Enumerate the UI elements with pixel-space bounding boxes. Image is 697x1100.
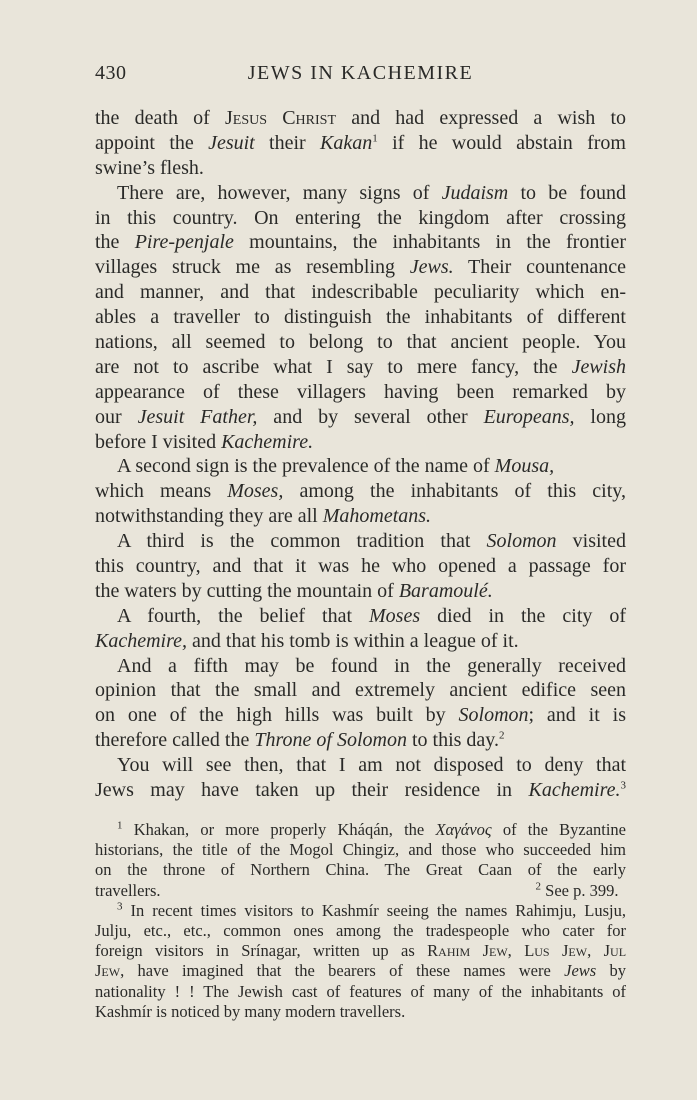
text-line: villages struck me as resembling Jews. Their countenance	[95, 256, 627, 279]
footnotes	[95, 820, 626, 1022]
text-line: appoint the Jesuit their Kakan$^1$ if he would abstain from	[95, 131, 626, 154]
paragraph-start: There are, however, many signs of Judaism to be found	[117, 181, 626, 204]
text-line: the Pire-penjale mountains, the inhabitants in the frontier	[95, 231, 626, 254]
footnote-line: historians, the title of the Mogol Chingiz, and those who succeeded him	[95, 840, 626, 860]
text-line: the waters by cutting the mountain of Baramoulé.	[95, 579, 493, 602]
text-line: and manner, and that indescribable peculiarity which en-	[95, 281, 626, 304]
paragraph-start: A third is the common tradition that Solomon visited	[117, 530, 626, 553]
footnote-line: nationality ! ! The Jewish cast of features of many of the inhabitants of	[95, 981, 626, 1001]
body-text	[95, 106, 626, 803]
text-line: Kachemire, and that his tomb is within a league of it.	[95, 629, 519, 652]
text-line: this country, and that it was he who opened a passage for	[95, 555, 626, 578]
footnote-line: on the throne of Northern China. The Great Caan of the early	[95, 860, 626, 880]
footnote-line: $^1$ Khakan, or more properly Kháqán, the Χαγάνος of the Byzantine	[117, 819, 627, 839]
text-line: ables a traveller to distinguish the inhabitants of different	[95, 306, 626, 329]
footnote-ref: 1	[372, 132, 378, 145]
paragraph-start: You will see then, that I am not disposed to deny that	[117, 754, 626, 777]
page-number: 430	[95, 62, 127, 84]
footnote-line: $^3$ In recent times visitors to Kashmír seeing the names Rahimju, Lusju,	[117, 900, 626, 920]
text-line: which means Moses, among the inhabitants of this city,	[95, 480, 626, 503]
text-line: opinion that the small and extremely ancient edifice seen	[95, 679, 626, 702]
text-line: therefore called the Throne of Solomon to this day.$^2$	[95, 729, 505, 752]
text-line: appearance of these villagers having been remarked by	[95, 380, 626, 403]
text-line: are not to ascribe what I say to mere fancy, the Jewish	[95, 355, 626, 378]
text-line: on one of the high hills was built by Solomon; and it is	[95, 704, 626, 727]
paragraph-start: And a fifth may be found in the generally received	[117, 654, 626, 677]
paragraph-start: A fourth, the belief that Moses died in the city of	[117, 604, 627, 627]
text-line: Jews may have taken up their residence in Kachemire.$^3$	[95, 779, 626, 802]
footnote-ref: 2	[499, 729, 505, 742]
footnote-line: Jew, have imagined that the bearers of these names were Jews by	[95, 961, 627, 981]
footnote-line: travellers. $^2$ See p. 399.	[95, 880, 619, 900]
text-line: before I visited Kachemire.	[95, 430, 314, 453]
running-title: JEWS IN KACHEMIRE	[247, 62, 474, 84]
text-line: in this country. On entering the kingdom after crossing	[95, 206, 626, 229]
text-line: our Jesuit Father, and by several other Europeans, long	[95, 405, 626, 428]
footnote-line: foreign visitors in Srínagar, written up as Rahim Jew, Lus Jew, Jul	[95, 941, 627, 961]
text-line: nations, all seemed to belong to that ancient people. You	[95, 331, 626, 354]
footnote-line: Julju, etc., etc., common ones among the tradespeople who cater for	[95, 920, 626, 940]
text-line: swine’s flesh.	[95, 156, 204, 179]
paragraph-start: A second sign is the prevalence of the name of Mousa,	[117, 455, 555, 478]
text-line: the death of Jesus Christ and had expressed a wish to	[95, 107, 627, 129]
footnote-ref: 3	[620, 779, 626, 792]
text-line: notwithstanding they are all Mahometans.	[95, 505, 432, 528]
footnote-line: Kashmír is noticed by many modern travellers.	[95, 1001, 406, 1021]
running-header	[95, 62, 626, 88]
